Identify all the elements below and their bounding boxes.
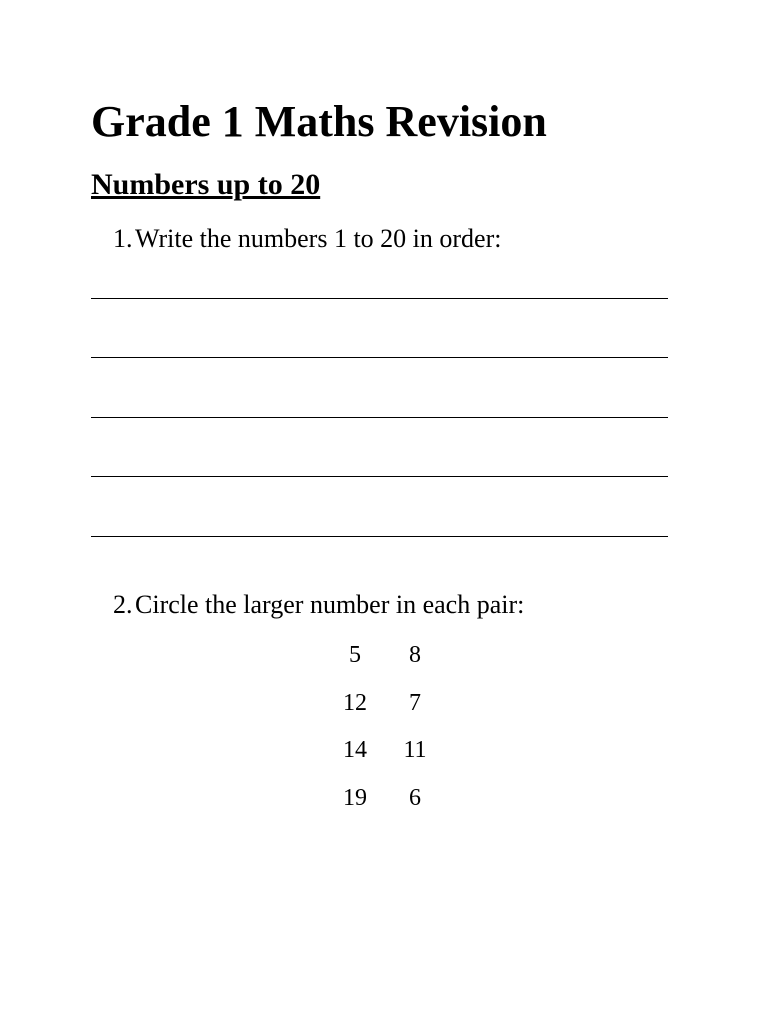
question-2-number: 2. — [113, 590, 133, 619]
section-heading: Numbers up to 20 — [91, 168, 321, 201]
page-title: Grade 1 Maths Revision — [91, 97, 547, 146]
answer-line-4[interactable] — [91, 476, 668, 477]
question-2-text: Circle the larger number in each pair: — [135, 590, 525, 619]
pair-1-first-number[interactable]: 5 — [349, 642, 361, 668]
number-pair-1 — [330, 640, 440, 670]
number-pair-4 — [330, 783, 440, 813]
answer-line-1[interactable] — [91, 298, 668, 299]
pair-2-first-number[interactable]: 12 — [343, 690, 367, 716]
pair-3-first-number[interactable]: 14 — [343, 737, 367, 763]
question-2 — [113, 589, 524, 621]
pair-4-second-number[interactable]: 6 — [409, 785, 421, 811]
answer-line-2[interactable] — [91, 357, 668, 358]
pair-1-second-number[interactable]: 8 — [409, 642, 421, 668]
number-pair-2 — [330, 688, 440, 718]
pair-3-second-number[interactable]: 11 — [403, 737, 427, 763]
number-pair-3 — [330, 735, 440, 765]
answer-line-3[interactable] — [91, 417, 668, 418]
pair-4-first-number[interactable]: 19 — [343, 785, 367, 811]
question-1-text: Write the numbers 1 to 20 in order: — [135, 224, 502, 253]
question-1-number: 1. — [113, 224, 133, 253]
question-1 — [113, 223, 501, 255]
answer-line-5[interactable] — [91, 536, 668, 537]
pair-2-second-number[interactable]: 7 — [409, 690, 421, 716]
